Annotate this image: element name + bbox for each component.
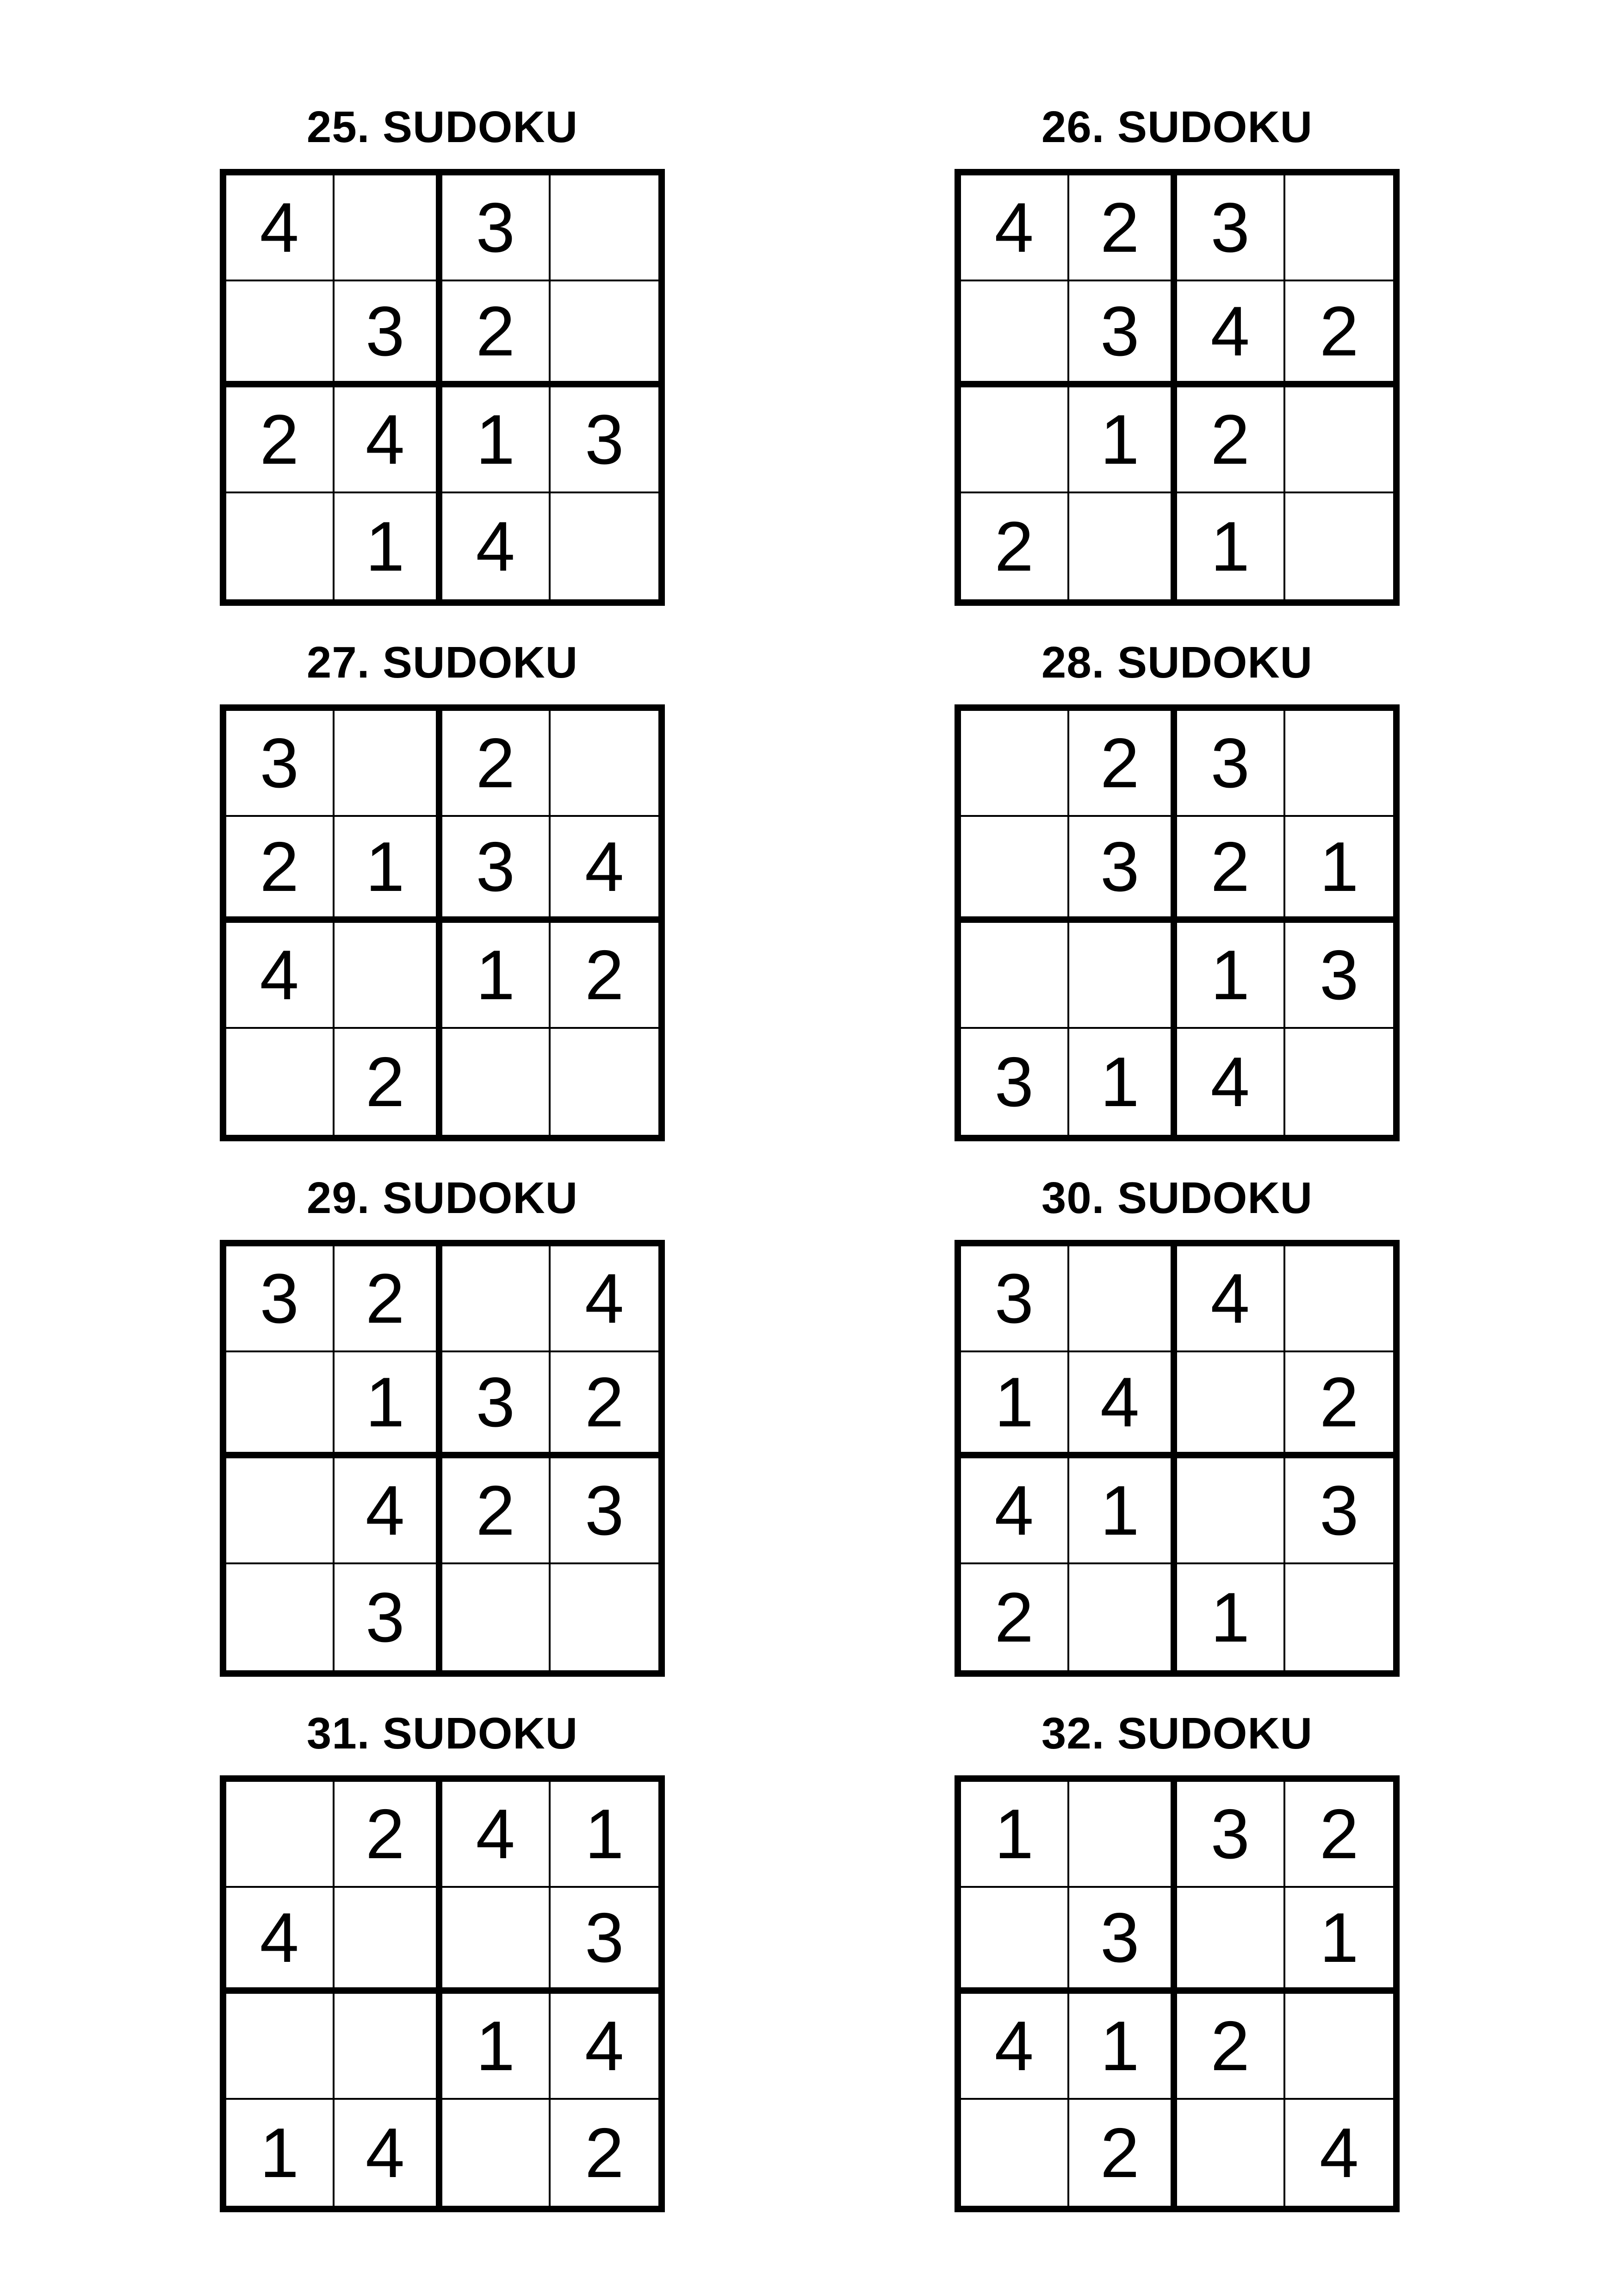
empty-cell[interactable] xyxy=(335,1888,443,1994)
given-digit-cell: 3 xyxy=(961,1029,1069,1135)
given-digit-cell: 4 xyxy=(335,387,443,493)
given-digit-cell: 2 xyxy=(1177,387,1285,493)
empty-cell[interactable] xyxy=(1069,1246,1178,1352)
empty-cell[interactable] xyxy=(551,1564,659,1670)
given-digit-cell: 2 xyxy=(442,711,551,817)
empty-cell[interactable] xyxy=(1069,923,1178,1029)
empty-cell[interactable] xyxy=(226,1782,335,1888)
puzzle-title: 28. SUDOKU xyxy=(1041,638,1313,687)
empty-cell[interactable] xyxy=(442,1888,551,1994)
given-digit-cell: 3 xyxy=(551,1888,659,1994)
empty-cell[interactable] xyxy=(226,1564,335,1670)
empty-cell[interactable] xyxy=(442,1246,551,1352)
sudoku-grid xyxy=(220,1775,665,2212)
given-digit-cell: 2 xyxy=(1177,1994,1285,2100)
empty-cell[interactable] xyxy=(1285,1564,1394,1670)
given-digit-cell: 3 xyxy=(335,1564,443,1670)
sudoku-grid xyxy=(955,704,1400,1141)
puzzle-title: 32. SUDOKU xyxy=(1041,1709,1313,1758)
given-digit-cell: 4 xyxy=(335,2100,443,2206)
empty-cell[interactable] xyxy=(226,1352,335,1458)
given-digit-cell: 3 xyxy=(1069,1888,1178,1994)
given-digit-cell: 4 xyxy=(551,817,659,923)
given-digit-cell: 1 xyxy=(961,1352,1069,1458)
empty-cell[interactable] xyxy=(551,711,659,817)
empty-cell[interactable] xyxy=(1285,1029,1394,1135)
empty-cell[interactable] xyxy=(442,1029,551,1135)
given-digit-cell: 1 xyxy=(1069,387,1178,493)
given-digit-cell: 2 xyxy=(1069,175,1178,281)
given-digit-cell: 3 xyxy=(551,387,659,493)
empty-cell[interactable] xyxy=(1069,493,1178,599)
given-digit-cell: 3 xyxy=(1069,817,1178,923)
given-digit-cell: 1 xyxy=(442,1994,551,2100)
empty-cell[interactable] xyxy=(442,2100,551,2206)
empty-cell[interactable] xyxy=(335,923,443,1029)
empty-cell[interactable] xyxy=(335,1994,443,2100)
empty-cell[interactable] xyxy=(1285,387,1394,493)
empty-cell[interactable] xyxy=(1285,175,1394,281)
given-digit-cell: 1 xyxy=(335,817,443,923)
given-digit-cell: 1 xyxy=(442,923,551,1029)
given-digit-cell: 4 xyxy=(551,1994,659,2100)
given-digit-cell: 1 xyxy=(226,2100,335,2206)
sudoku-grid xyxy=(220,1240,665,1677)
empty-cell[interactable] xyxy=(226,281,335,387)
empty-cell[interactable] xyxy=(442,1564,551,1670)
given-digit-cell: 2 xyxy=(961,493,1069,599)
empty-cell[interactable] xyxy=(1285,493,1394,599)
empty-cell[interactable] xyxy=(226,1994,335,2100)
given-digit-cell: 2 xyxy=(442,1458,551,1564)
empty-cell[interactable] xyxy=(335,711,443,817)
empty-cell[interactable] xyxy=(1285,711,1394,817)
given-digit-cell: 1 xyxy=(1069,1458,1178,1564)
given-digit-cell: 2 xyxy=(335,1782,443,1888)
given-digit-cell: 3 xyxy=(226,711,335,817)
empty-cell[interactable] xyxy=(1285,1246,1394,1352)
given-digit-cell: 1 xyxy=(551,1782,659,1888)
empty-cell[interactable] xyxy=(1069,1564,1178,1670)
empty-cell[interactable] xyxy=(226,493,335,599)
empty-cell[interactable] xyxy=(961,2100,1069,2206)
empty-cell[interactable] xyxy=(551,175,659,281)
given-digit-cell: 2 xyxy=(1285,281,1394,387)
given-digit-cell: 2 xyxy=(335,1029,443,1135)
given-digit-cell: 4 xyxy=(226,923,335,1029)
given-digit-cell: 3 xyxy=(442,817,551,923)
given-digit-cell: 1 xyxy=(1177,1564,1285,1670)
given-digit-cell: 1 xyxy=(335,493,443,599)
given-digit-cell: 2 xyxy=(551,1352,659,1458)
sudoku-grid xyxy=(955,169,1400,606)
given-digit-cell: 4 xyxy=(1069,1352,1178,1458)
given-digit-cell: 3 xyxy=(1177,711,1285,817)
puzzle-title: 27. SUDOKU xyxy=(306,638,578,687)
given-digit-cell: 2 xyxy=(1069,711,1178,817)
sudoku-grid xyxy=(955,1775,1400,2212)
given-digit-cell: 1 xyxy=(1177,923,1285,1029)
given-digit-cell: 3 xyxy=(226,1246,335,1352)
empty-cell[interactable] xyxy=(1177,1888,1285,1994)
empty-cell[interactable] xyxy=(551,281,659,387)
empty-cell[interactable] xyxy=(1177,1458,1285,1564)
puzzle-title: 30. SUDOKU xyxy=(1041,1173,1313,1223)
puzzle-title: 26. SUDOKU xyxy=(1041,102,1313,152)
given-digit-cell: 4 xyxy=(551,1246,659,1352)
empty-cell[interactable] xyxy=(961,281,1069,387)
given-digit-cell: 3 xyxy=(335,281,443,387)
empty-cell[interactable] xyxy=(1177,2100,1285,2206)
given-digit-cell: 2 xyxy=(335,1246,443,1352)
puzzle-title: 25. SUDOKU xyxy=(306,102,578,152)
empty-cell[interactable] xyxy=(961,817,1069,923)
given-digit-cell: 1 xyxy=(335,1352,443,1458)
given-digit-cell: 3 xyxy=(1177,175,1285,281)
given-digit-cell: 2 xyxy=(1285,1352,1394,1458)
given-digit-cell: 3 xyxy=(961,1246,1069,1352)
given-digit-cell: 2 xyxy=(1069,2100,1178,2206)
given-digit-cell: 4 xyxy=(335,1458,443,1564)
puzzle-title: 31. SUDOKU xyxy=(306,1709,578,1758)
empty-cell[interactable] xyxy=(961,923,1069,1029)
empty-cell[interactable] xyxy=(1069,1782,1178,1888)
given-digit-cell: 4 xyxy=(226,1888,335,1994)
given-digit-cell: 3 xyxy=(1177,1782,1285,1888)
given-digit-cell: 3 xyxy=(442,1352,551,1458)
empty-cell[interactable] xyxy=(551,493,659,599)
empty-cell[interactable] xyxy=(961,1888,1069,1994)
empty-cell[interactable] xyxy=(961,387,1069,493)
given-digit-cell: 2 xyxy=(1177,817,1285,923)
given-digit-cell: 2 xyxy=(226,387,335,493)
given-digit-cell: 4 xyxy=(442,493,551,599)
empty-cell[interactable] xyxy=(335,175,443,281)
given-digit-cell: 4 xyxy=(226,175,335,281)
given-digit-cell: 2 xyxy=(551,923,659,1029)
empty-cell[interactable] xyxy=(1177,1352,1285,1458)
given-digit-cell: 4 xyxy=(1177,1246,1285,1352)
given-digit-cell: 4 xyxy=(442,1782,551,1888)
given-digit-cell: 1 xyxy=(1069,1029,1178,1135)
given-digit-cell: 4 xyxy=(961,1458,1069,1564)
sudoku-grid xyxy=(220,704,665,1141)
sudoku-grid xyxy=(955,1240,1400,1677)
given-digit-cell: 3 xyxy=(442,175,551,281)
given-digit-cell: 4 xyxy=(1177,281,1285,387)
empty-cell[interactable] xyxy=(226,1458,335,1564)
given-digit-cell: 2 xyxy=(226,817,335,923)
given-digit-cell: 2 xyxy=(442,281,551,387)
given-digit-cell: 2 xyxy=(1285,1782,1394,1888)
given-digit-cell: 1 xyxy=(1069,1994,1178,2100)
given-digit-cell: 4 xyxy=(961,175,1069,281)
given-digit-cell: 3 xyxy=(1285,923,1394,1029)
sudoku-grid xyxy=(220,169,665,606)
empty-cell[interactable] xyxy=(551,1029,659,1135)
given-digit-cell: 4 xyxy=(961,1994,1069,2100)
given-digit-cell: 4 xyxy=(1177,1029,1285,1135)
given-digit-cell: 1 xyxy=(961,1782,1069,1888)
empty-cell[interactable] xyxy=(961,711,1069,817)
given-digit-cell: 1 xyxy=(442,387,551,493)
puzzle-title: 29. SUDOKU xyxy=(306,1173,578,1223)
given-digit-cell: 1 xyxy=(1285,1888,1394,1994)
given-digit-cell: 2 xyxy=(584,2113,624,2192)
given-digit-cell: 3 xyxy=(1069,281,1178,387)
empty-cell[interactable] xyxy=(1285,1994,1394,2100)
given-digit-cell: 3 xyxy=(551,1458,659,1564)
given-digit-cell: 4 xyxy=(1319,2113,1359,2192)
given-digit-cell: 1 xyxy=(1177,493,1285,599)
given-digit-cell: 2 xyxy=(961,1564,1069,1670)
empty-cell[interactable] xyxy=(226,1029,335,1135)
given-digit-cell: 1 xyxy=(1285,817,1394,923)
given-digit-cell: 3 xyxy=(1285,1458,1394,1564)
